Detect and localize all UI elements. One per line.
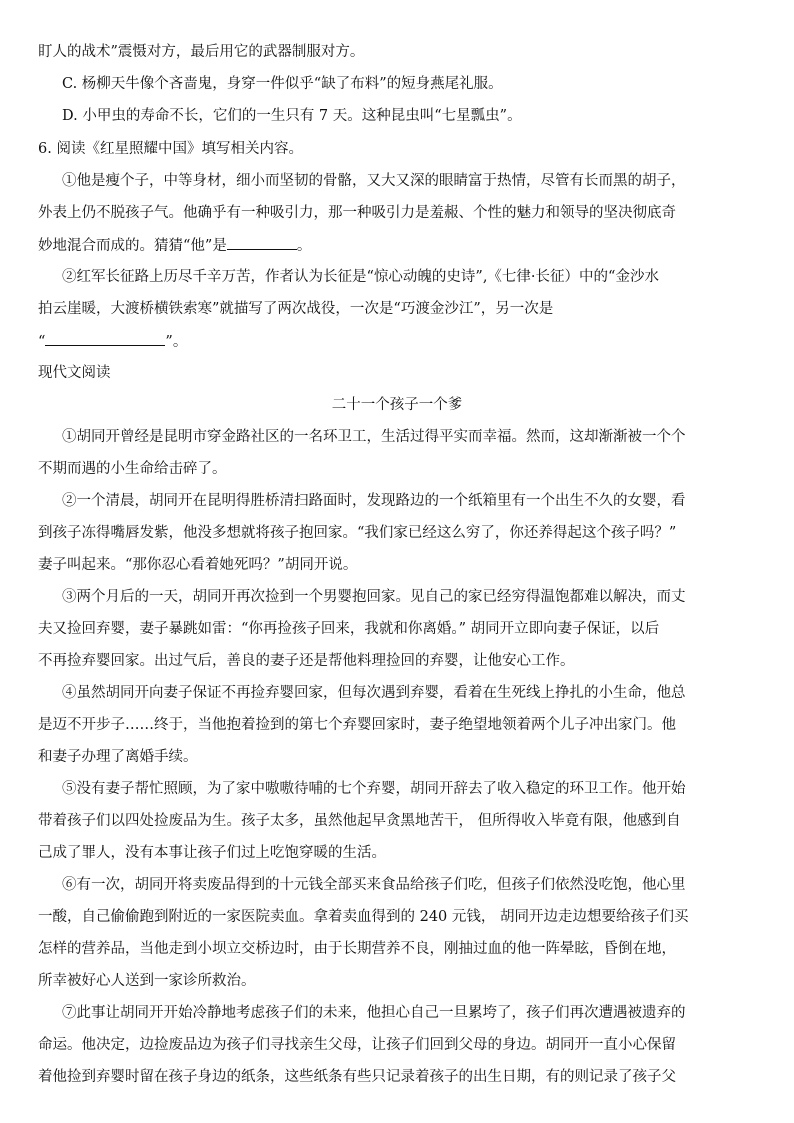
text-line: 不再捡弃婴回家。出过气后，善良的妻子还是帮他料理捡回的弃婴，让他安心工作。: [38, 653, 575, 669]
text-line: ④虽然胡同开向妻子保证不再捡弃婴回家，但每次遇到弃婴，看着在生死线上挣扎的小生命，他总: [62, 685, 686, 701]
text-line: 拍云崖暖，大渡桥横铁索寒”就描写了两次战役，一次是“巧渡金沙江”，另一次是: [38, 301, 554, 317]
text-line: ②红军长征路上历尽千辛万苦，作者认为长征是“惊心动魄的史诗”,《七律·长征）中的“金沙水: [62, 269, 659, 285]
text-line: 着他捡到弃婴时留在孩子身边的纸条，这些纸条有些只记录着孩子的出生日期，有的则记录了孩子父: [38, 1069, 676, 1085]
text-line: 一酸，自己偷偷跑到附近的一家医院卖血。拿着卖血得到的 240 元钱， 胡同开边走边想要给孩子们买: [38, 909, 689, 925]
text-line: 己成了罪人，没有本事让孩子们过上吃饱穿暖的生活。: [38, 845, 386, 861]
fill-in-line: [38, 235, 311, 256]
article-title: 二十一个孩子一个爹: [331, 397, 463, 413]
text-line: ⑦此事让胡同开开始冷静地考虑孩子们的未来，他担心自己一旦累垮了，孩子们再次遭遇被遗弃的: [62, 1005, 686, 1021]
text-line: ②一个清晨，胡同开在昆明得胜桥清扫路面时，发现路边的一个纸箱里有一个出生不久的女婴，看: [62, 493, 686, 509]
text-line: 妻子叫起来。“那你忍心看着她死吗？”胡同开说。: [38, 557, 358, 573]
answer-blank[interactable]: [227, 235, 297, 250]
text-line: 命运。他决定，边捡废品边为孩子们寻找亲生父母，让孩子们回到父母的身边。胡同开一直小心保留: [38, 1037, 676, 1053]
text-line: 到孩子冻得嘴唇发紫，他没多想就将孩子抱回家。“我们家已经这么穷了，你还养得起这个孩子吗？”: [38, 525, 677, 541]
answer-blank[interactable]: [45, 331, 165, 346]
option-d: D. 小甲虫的寿命不长，它们的一生只有 7 天。这种昆虫叫“七星瓢虫”。: [62, 108, 522, 124]
text-line: 盯人的战术”震慑对方，最后用它的武器制服对方。: [38, 44, 365, 60]
text-line: 怎样的营养品，当他走到小坝立交桥边时，由于长期营养不良，刚抽过血的他一阵晕眩，昏倒在地，: [38, 941, 676, 957]
text-line: 是迈不开步子……终于，当他抱着捡到的第七个弃婴回家时，妻子绝望地领着两个儿子冲出家门。他: [38, 717, 676, 733]
text-line: “: [38, 334, 46, 350]
text-line: 妙地混合而成的。猜猜“他”是: [38, 238, 227, 254]
text-line: ⑤没有妻子帮忙照顾，为了家中嗷嗷待哺的七个弃婴，胡同开辞去了收入稳定的环卫工作。他开始: [62, 781, 686, 797]
text-line: ⑥有一次，胡同开将卖废品得到的十元钱全部买来食品给孩子们吃，但孩子们依然没吃饱，他心里: [62, 877, 686, 893]
text-line: 所幸被好心人送到一家诊所救治。: [38, 973, 256, 989]
text-line: ”。: [165, 334, 188, 350]
text-line: 和妻子办理了离婚手续。: [38, 749, 198, 765]
fill-in-line: [38, 331, 187, 352]
text-line: 。: [296, 238, 312, 254]
text-line: 带着孩子们以四处捡废品为生。孩子太多，虽然他起早贪黑地苦干， 但所得收入毕竟有限，他感到自: [38, 813, 681, 829]
section-heading: 现代文阅读: [38, 365, 111, 381]
text-line: 外表上仍不脱孩子气。他确乎有一种吸引力，那一种吸引力是羞赧、个性的魅力和领导的坚决彻底奇: [38, 205, 676, 221]
option-c: C. 杨柳天牛像个吝啬鬼，身穿一件似乎“缺了布料”的短身燕尾礼服。: [62, 76, 503, 92]
text-line: ①他是瘦个子，中等身材，细小而坚韧的骨骼，又大又深的眼睛富于热情，尽管有长而黑的胡子，: [62, 173, 686, 189]
text-line: ①胡同开曾经是昆明市穿金路社区的一名环卫工，生活过得平实而幸福。然而，这却渐渐被一个个: [62, 429, 686, 445]
text-line: 夫又捡回弃婴，妻子暴跳如雷：“你再捡孩子回来，我就和你离婚。” 胡同开立即向妻子保证，以后: [38, 621, 660, 637]
question-6: 6. 阅读《红星照耀中国》填写相关内容。: [38, 141, 303, 157]
text-line: 不期而遇的小生命给击碎了。: [38, 461, 227, 477]
text-line: ③两个月后的一天，胡同开再次捡到一个男婴抱回家。见自己的家已经穷得温饱都难以解决，而丈: [62, 589, 686, 605]
